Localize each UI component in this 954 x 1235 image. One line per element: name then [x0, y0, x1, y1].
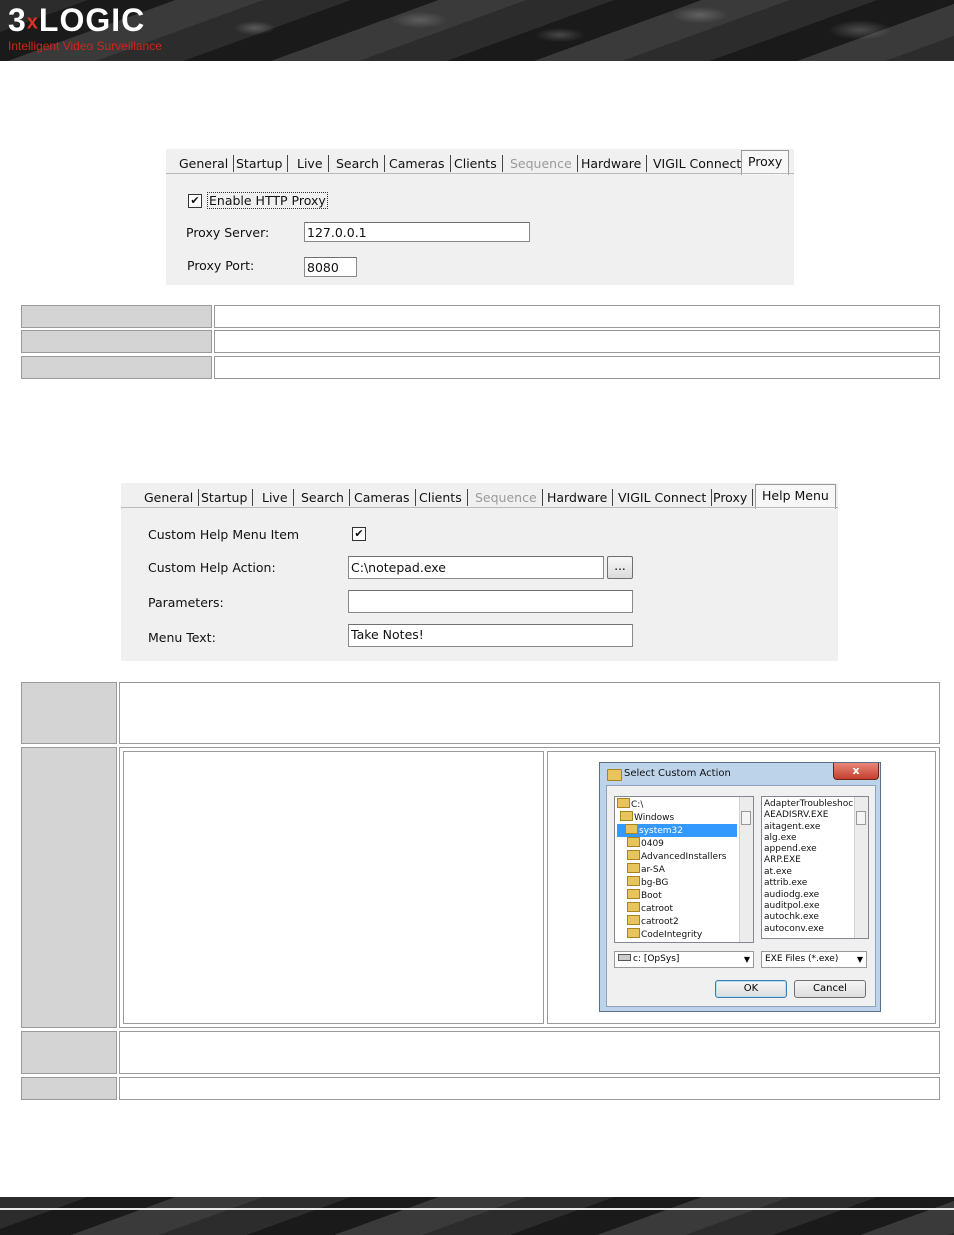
file-item[interactable]: append.exe	[764, 844, 817, 854]
enable-http-proxy-label[interactable]: Enable HTTP Proxy	[209, 193, 326, 208]
tab-general[interactable]: General	[179, 155, 234, 172]
tab-startup[interactable]: Startup	[236, 155, 288, 172]
tab-search[interactable]: Search	[301, 489, 350, 506]
file-item[interactable]: attrib.exe	[764, 878, 808, 888]
tab-startup[interactable]: Startup	[201, 489, 253, 506]
enable-http-proxy-checkbox[interactable]: ✔	[188, 194, 202, 208]
folder-icon	[620, 811, 633, 821]
folder-icon	[627, 902, 640, 912]
tab-general[interactable]: General	[144, 489, 199, 506]
table2-inner-left-cell	[123, 751, 544, 1024]
folder-icon	[627, 889, 640, 899]
menu-text-label: Menu Text:	[148, 630, 216, 645]
tab-divider	[166, 173, 794, 174]
folder-item[interactable]: AdvancedInstallers	[627, 850, 726, 863]
folder-list[interactable]	[614, 796, 754, 943]
folder-item[interactable]: Windows	[620, 811, 674, 824]
file-item[interactable]: AdapterTroubleshoc	[764, 799, 854, 809]
select-custom-action-dialog	[599, 762, 881, 1012]
file-list[interactable]	[761, 796, 869, 939]
folder-item-selected[interactable]: system32	[617, 824, 737, 837]
help-menu-settings-panel	[121, 483, 838, 661]
file-item[interactable]: auditpol.exe	[764, 901, 820, 911]
dialog-body	[606, 785, 876, 1007]
custom-help-action-input[interactable]: C:\notepad.exe	[348, 556, 604, 579]
dialog-title: Select Custom Action	[624, 768, 731, 779]
tab-hardware[interactable]: Hardware	[581, 155, 647, 172]
company-logo: 3xLOGIC	[8, 2, 146, 38]
drive-icon	[618, 954, 631, 961]
ok-button[interactable]: OK	[715, 980, 787, 998]
tab-proxy[interactable]: Proxy	[713, 489, 753, 506]
folder-item[interactable]: bg-BG	[627, 876, 668, 889]
file-item[interactable]: ARP.EXE	[764, 855, 801, 865]
table1-value-3	[214, 356, 940, 379]
file-item[interactable]: at.exe	[764, 867, 792, 877]
drive-select[interactable]	[614, 951, 754, 968]
tab-cameras[interactable]: Cameras	[354, 489, 416, 506]
table1-key-2	[21, 330, 212, 353]
folder-list-scrollbar[interactable]	[739, 797, 753, 942]
file-item[interactable]: aitagent.exe	[764, 822, 821, 832]
folder-icon	[627, 850, 640, 860]
header-banner	[0, 0, 954, 61]
tab-clients[interactable]: Clients	[454, 155, 503, 172]
table2-key-2	[21, 747, 117, 1028]
tab-live[interactable]: Live	[297, 155, 329, 172]
file-type-select[interactable]: EXE Files (*.exe) ▼	[761, 951, 867, 968]
proxy-port-input[interactable]: 8080	[304, 257, 357, 277]
table1-key-3	[21, 356, 212, 379]
browse-button[interactable]: ...	[607, 556, 633, 579]
file-item[interactable]: AEADISRV.EXE	[764, 810, 829, 820]
file-item[interactable]: audiodg.exe	[764, 890, 820, 900]
folder-icon	[607, 769, 622, 781]
tab-divider	[121, 507, 838, 508]
cancel-button[interactable]: Cancel	[794, 980, 866, 998]
tab-vigil-connect[interactable]: VIGIL Connect	[618, 489, 712, 506]
scrollbar-thumb[interactable]	[856, 811, 866, 825]
custom-help-menu-item-checkbox[interactable]: ✔	[352, 527, 366, 541]
logo-tagline: Intelligent Video Surveillance	[8, 39, 162, 53]
close-button[interactable]: x	[833, 763, 879, 780]
tab-sequence: Sequence	[510, 155, 578, 172]
tab-proxy[interactable]: Proxy	[741, 150, 789, 175]
folder-item[interactable]: Boot	[627, 889, 662, 902]
table2-key-4	[21, 1077, 117, 1100]
scrollbar-thumb[interactable]	[741, 811, 751, 825]
folder-icon	[627, 915, 640, 925]
table1-value-1	[214, 305, 940, 328]
folder-icon	[617, 798, 630, 808]
parameters-input[interactable]	[348, 590, 633, 613]
tab-live[interactable]: Live	[262, 489, 294, 506]
tab-sequence: Sequence	[475, 489, 543, 506]
footer-banner	[0, 1197, 954, 1235]
custom-help-menu-item-label: Custom Help Menu Item	[148, 527, 300, 542]
file-item[interactable]: autochk.exe	[764, 912, 819, 922]
table2-value-3	[119, 1031, 940, 1074]
proxy-server-label: Proxy Server:	[186, 225, 270, 240]
proxy-server-input[interactable]: 127.0.0.1	[304, 222, 530, 242]
file-list-scrollbar[interactable]	[854, 797, 868, 938]
table2-key-1	[21, 682, 117, 744]
folder-item[interactable]: catroot2	[627, 915, 679, 928]
folder-item[interactable]: C:\	[617, 798, 643, 811]
chevron-down-icon: ▼	[743, 955, 750, 964]
tab-help-menu[interactable]: Help Menu	[755, 484, 836, 509]
drive-value: c: [OpSys]	[633, 954, 680, 964]
table2-value-4	[119, 1077, 940, 1100]
file-item[interactable]: autoconv.exe	[764, 924, 824, 934]
folder-item[interactable]: 0409	[627, 837, 664, 850]
file-item[interactable]: alg.exe	[764, 833, 797, 843]
table2-key-3	[21, 1031, 117, 1074]
parameters-label: Parameters:	[148, 595, 224, 610]
chevron-down-icon: ▼	[856, 955, 863, 964]
table1-key-1	[21, 305, 212, 328]
tab-vigil-connect[interactable]: VIGIL Connect	[653, 155, 747, 172]
folder-item[interactable]: catroot	[627, 902, 673, 915]
folder-item[interactable]: ar-SA	[627, 863, 665, 876]
proxy-port-label: Proxy Port:	[187, 258, 255, 273]
tab-search[interactable]: Search	[336, 155, 385, 172]
footer-divider	[0, 1208, 954, 1210]
table1-value-2	[214, 330, 940, 353]
tab-hardware[interactable]: Hardware	[547, 489, 613, 506]
menu-text-input[interactable]: Take Notes!	[348, 624, 633, 647]
tab-clients[interactable]: Clients	[419, 489, 468, 506]
folder-icon	[627, 837, 640, 847]
tab-cameras[interactable]: Cameras	[389, 155, 451, 172]
custom-help-action-label: Custom Help Action:	[148, 560, 276, 575]
table2-value-1	[119, 682, 940, 744]
folder-icon	[627, 928, 640, 938]
folder-icon	[627, 876, 640, 886]
proxy-settings-panel	[166, 149, 794, 285]
folder-icon	[627, 863, 640, 873]
folder-item[interactable]: CodeIntegrity	[627, 928, 702, 941]
folder-icon	[625, 824, 638, 834]
